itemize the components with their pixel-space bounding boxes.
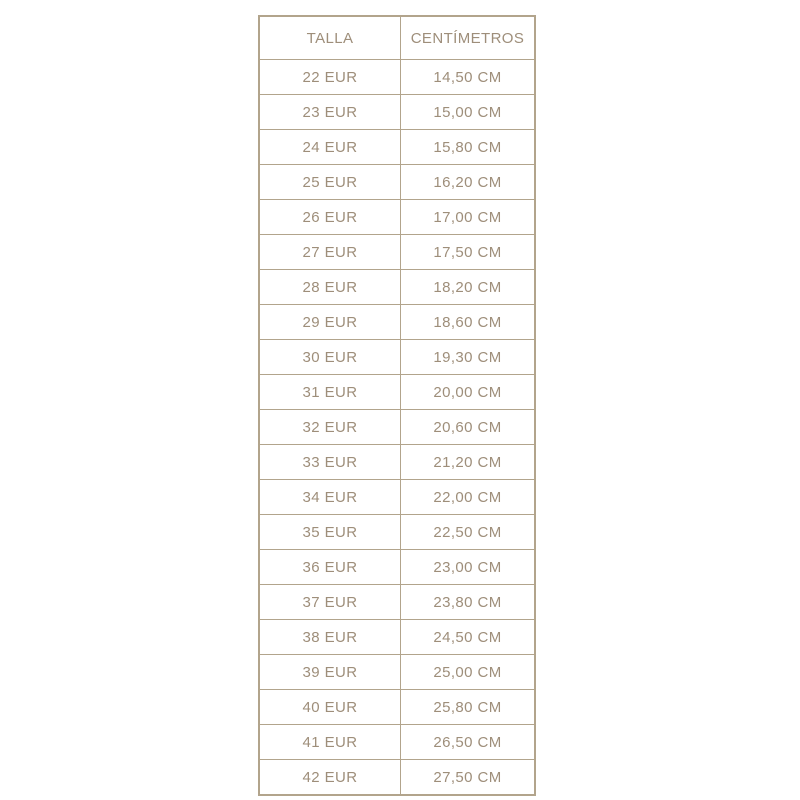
size-cell: 33 EUR [259,445,401,480]
cm-cell: 23,80 CM [401,585,536,620]
table-row [259,410,535,445]
size-cell: 35 EUR [259,515,401,550]
size-cell: 30 EUR [259,340,401,375]
cm-cell: 15,00 CM [401,95,536,130]
size-cell: 23 EUR [259,95,401,130]
cm-cell: 19,30 CM [401,340,536,375]
cm-cell: 18,60 CM [401,305,536,340]
cm-cell: 26,50 CM [401,725,536,760]
table-row [259,305,535,340]
size-cell: 31 EUR [259,375,401,410]
column-header-centimetros: CENTÍMETROS [401,16,536,60]
table-row [259,130,535,165]
cm-cell: 16,20 CM [401,165,536,200]
cm-cell: 27,50 CM [401,760,536,796]
cm-cell: 22,00 CM [401,480,536,515]
cm-cell: 17,00 CM [401,200,536,235]
table-row [259,60,535,95]
size-cell: 34 EUR [259,480,401,515]
size-cell: 25 EUR [259,165,401,200]
cm-cell: 22,50 CM [401,515,536,550]
size-cell: 41 EUR [259,725,401,760]
table-row [259,200,535,235]
cm-cell: 23,00 CM [401,550,536,585]
table-row [259,375,535,410]
table-row [259,585,535,620]
table-row [259,725,535,760]
table-row [259,235,535,270]
cm-cell: 25,00 CM [401,655,536,690]
size-cell: 37 EUR [259,585,401,620]
size-cell: 29 EUR [259,305,401,340]
table-row [259,445,535,480]
table-header-row [259,16,535,60]
table-row [259,515,535,550]
cm-cell: 20,60 CM [401,410,536,445]
size-cell: 26 EUR [259,200,401,235]
size-cell: 40 EUR [259,690,401,725]
size-cell: 32 EUR [259,410,401,445]
table-row [259,340,535,375]
size-cell: 27 EUR [259,235,401,270]
size-cell: 36 EUR [259,550,401,585]
cm-cell: 24,50 CM [401,620,536,655]
table-row [259,760,535,796]
table-row [259,620,535,655]
size-chart-table [258,15,536,796]
cm-cell: 20,00 CM [401,375,536,410]
table-row [259,165,535,200]
cm-cell: 15,80 CM [401,130,536,165]
table-row [259,270,535,305]
cm-cell: 17,50 CM [401,235,536,270]
cm-cell: 21,20 CM [401,445,536,480]
cm-cell: 25,80 CM [401,690,536,725]
table-row [259,480,535,515]
size-cell: 28 EUR [259,270,401,305]
size-cell: 38 EUR [259,620,401,655]
table-row [259,690,535,725]
table-row [259,550,535,585]
table-row [259,655,535,690]
size-cell: 22 EUR [259,60,401,95]
size-cell: 42 EUR [259,760,401,796]
column-header-talla: TALLA [259,16,401,60]
size-cell: 39 EUR [259,655,401,690]
cm-cell: 14,50 CM [401,60,536,95]
table-row [259,95,535,130]
cm-cell: 18,20 CM [401,270,536,305]
size-cell: 24 EUR [259,130,401,165]
